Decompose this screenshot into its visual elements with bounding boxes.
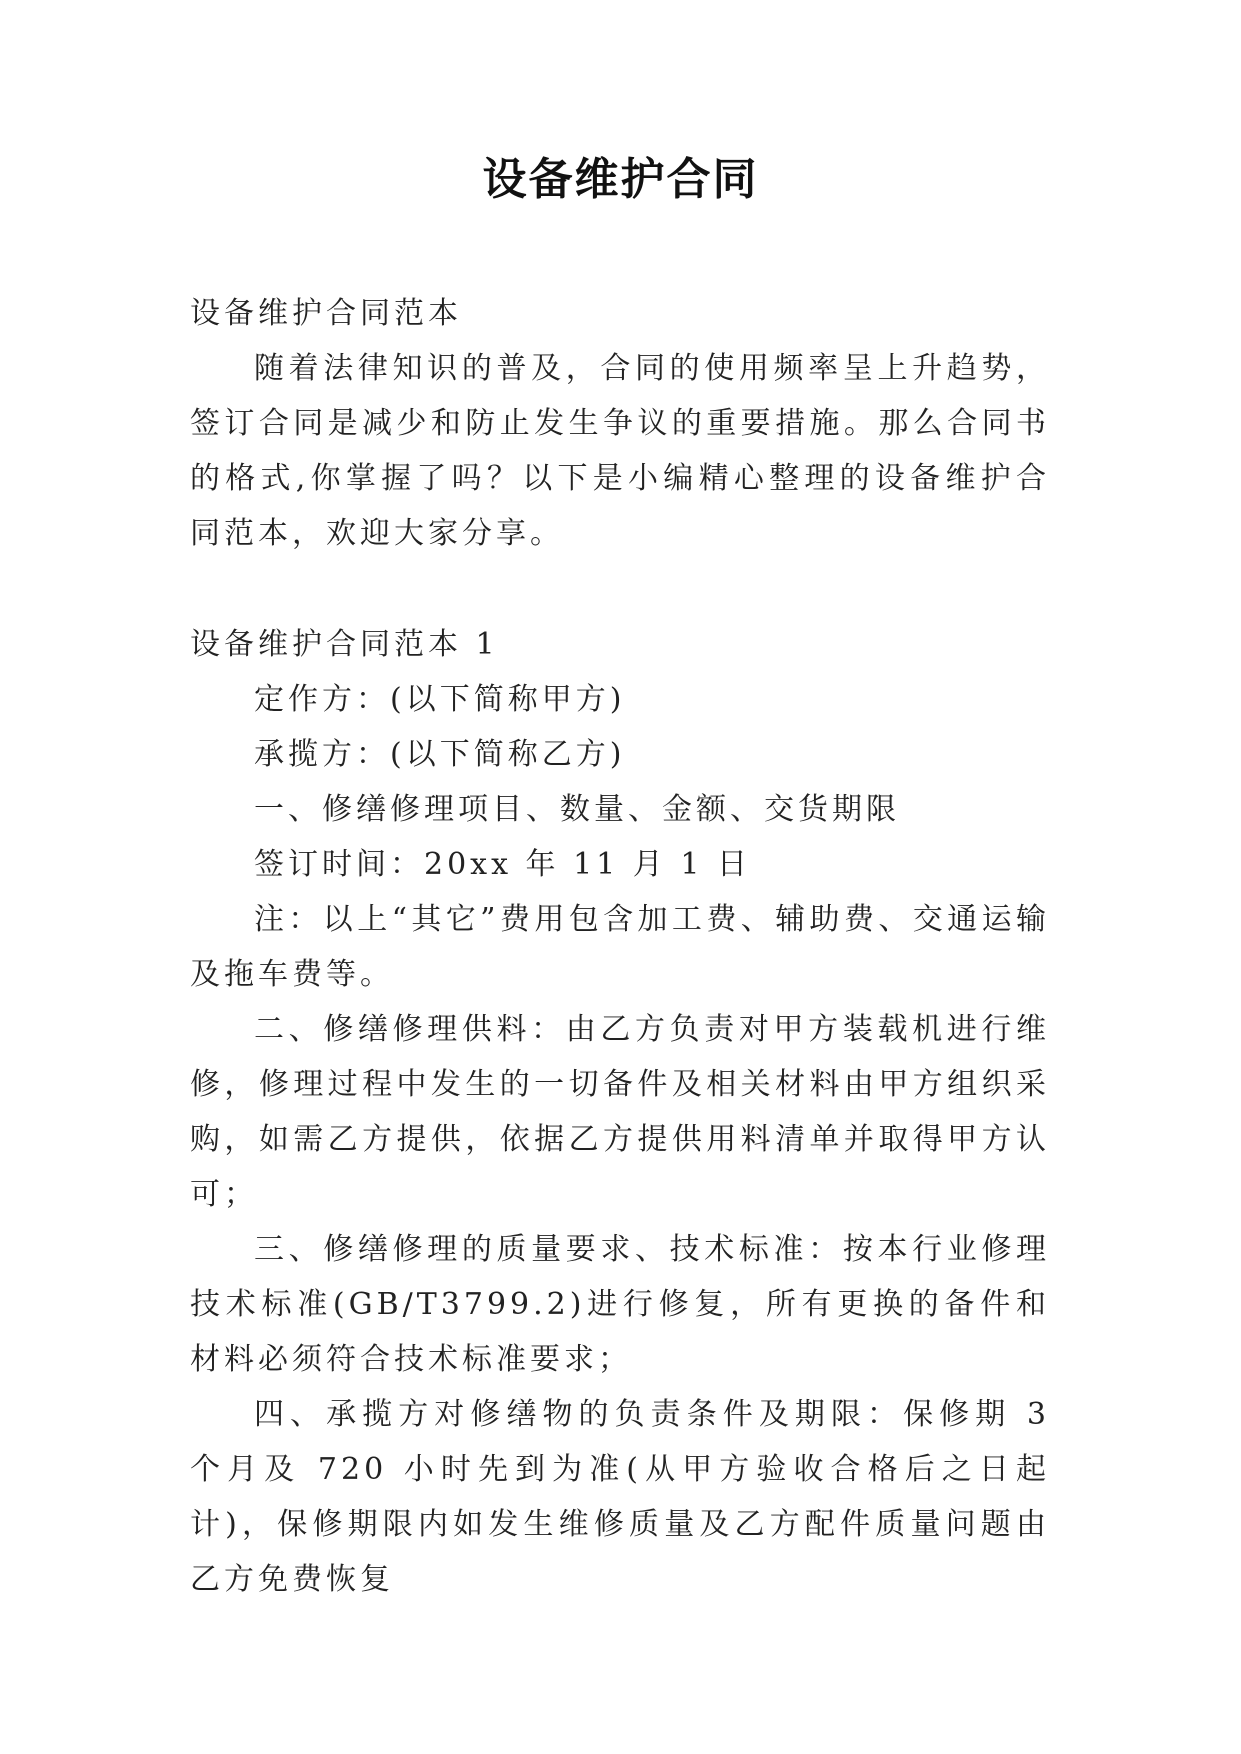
paragraph-party-b: 承揽方：(以下简称乙方) <box>254 737 626 772</box>
paragraph-clause-2: 二、修缮修理供料：由乙方负责对甲方装载机进行维修，修理过程中发生的一切备件及相关材料由甲方组织采购，如需乙方提供，依据乙方提供用料清单并取得甲方认可； <box>190 1012 1050 1212</box>
paragraph-gap <box>190 561 1050 617</box>
paragraph-clause-1: 一、修缮修理项目、数量、金额、交货期限 <box>254 792 900 827</box>
paragraph-party-a: 定作方：(以下简称甲方) <box>254 682 626 717</box>
document-body <box>190 286 1050 1607</box>
document-title: 设备维护合同 <box>482 154 759 205</box>
paragraph-intro: 随着法律知识的普及，合同的使用频率呈上升趋势，签订合同是减少和防止发生争议的重要措施。那么合同书的格式,你掌握了吗？以下是小编精心整理的设备维护合同范本，欢迎大家分享。 <box>190 351 1050 551</box>
section-heading: 设备维护合同范本 1 <box>190 627 499 662</box>
paragraph-subtitle: 设备维护合同范本 <box>190 296 462 331</box>
paragraph-clause-3: 三、修缮修理的质量要求、技术标准：按本行业修理技术标准(GB/T3799.2)进行修复，所有更换的备件和材料必须符合技术标准要求； <box>190 1232 1050 1377</box>
paragraph-note: 注：以上“其它”费用包含加工费、辅助费、交通运输及拖车费等。 <box>190 902 1050 992</box>
paragraph-clause-4: 四、承揽方对修缮物的负责条件及期限：保修期 3 个月及 720 小时先到为准(从甲方验收合格后之日起计)，保修期限内如发生维修质量及乙方配件质量问题由乙方免费恢复 <box>190 1397 1050 1597</box>
paragraph-sign-date: 签订时间：20xx 年 11 月 1 日 <box>254 847 751 882</box>
